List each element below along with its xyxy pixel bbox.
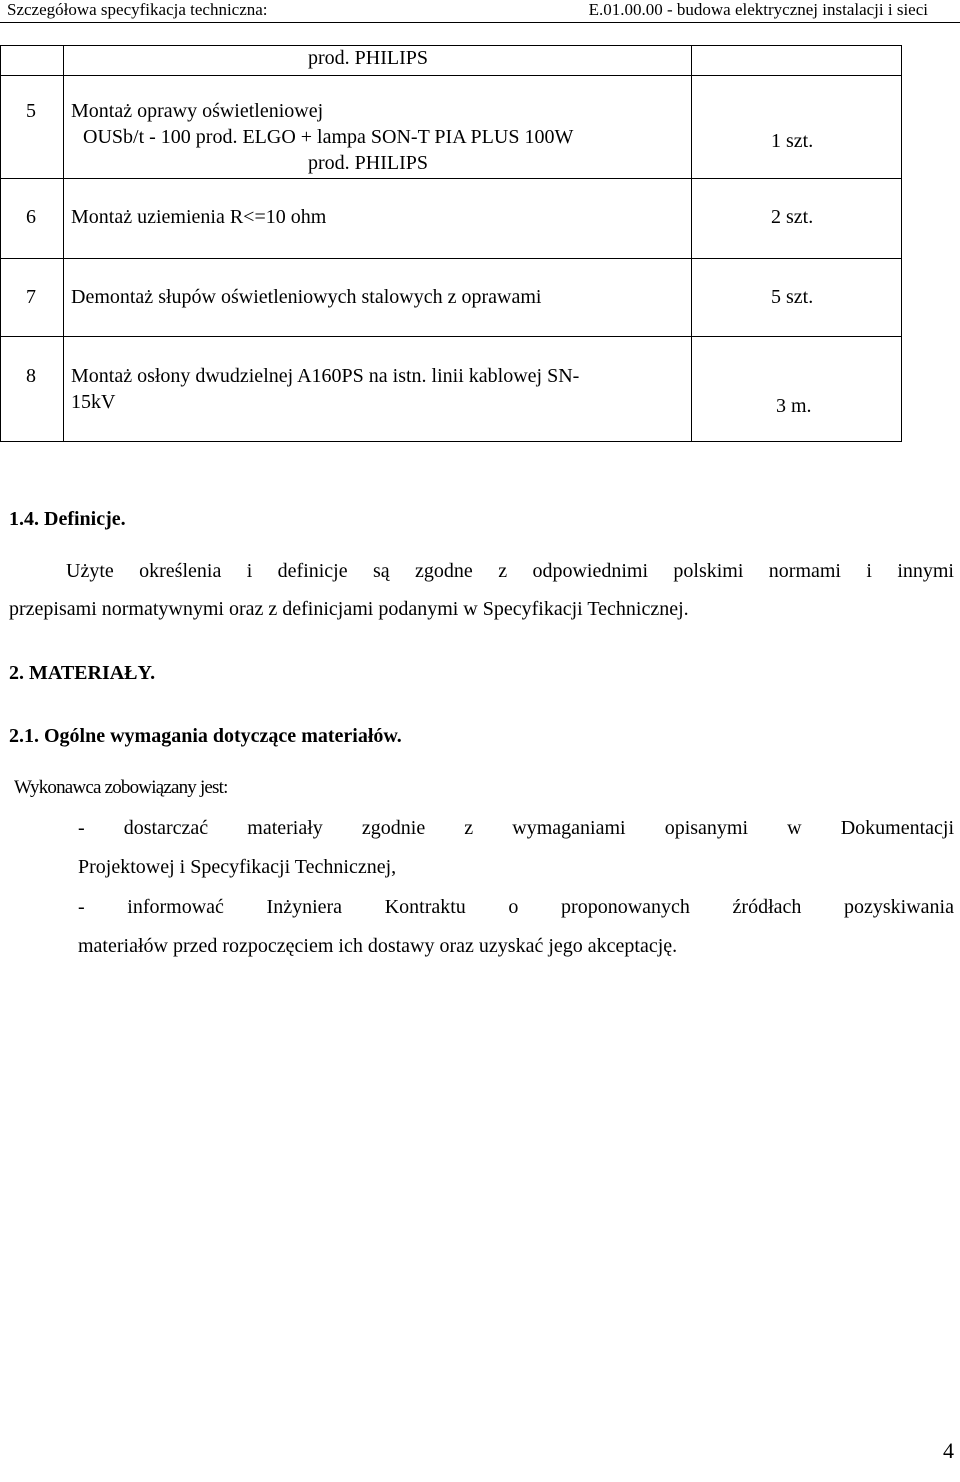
row-number: 6 <box>26 206 36 228</box>
list-item-line: - informować Inżyniera Kontraktu o proponowanych źródłach pozyskiwania <box>78 896 954 918</box>
row-description-line: Montaż osłony dwudzielnej A160PS na istn. linii kablowej SN- <box>71 365 580 387</box>
table-continuation: prod. PHILIPS <box>308 47 429 69</box>
paragraph-line: przepisami normatywnymi oraz z definicjami podanymi w Specyfikacji Technicznej. <box>9 598 689 620</box>
list-item-line: materiałów przed rozpoczęciem ich dostawy oraz uzyskać jego akceptację. <box>78 935 678 957</box>
row-quantity: 5 szt. <box>771 286 814 308</box>
row-quantity: 3 m. <box>776 395 812 417</box>
list-item-line: Projektowej i Specyfikacji Technicznej, <box>78 856 397 878</box>
spec-table <box>0 45 902 442</box>
row-description-line: Montaż uziemienia R<=10 ohm <box>71 206 327 228</box>
row-description-line: Montaż oprawy oświetleniowej <box>71 100 324 122</box>
section-heading: 1.4. Definicje. <box>9 508 126 530</box>
list-item-line: - dostarczać materiały zgodnie z wymaganiami opisanymi w Dokumentacji <box>78 817 954 839</box>
row-description-line: OUSb/t - 100 prod. ELGO + lampa SON-T PIA PLUS 100W <box>83 126 574 148</box>
intro-text: Wykonawca zobowiązany jest: <box>14 777 228 798</box>
row-description-line: Demontaż słupów oświetleniowych stalowych z oprawami <box>71 286 542 308</box>
header-title: Szczegółowa specyfikacja techniczna: <box>7 0 268 19</box>
header-code: E.01.00.00 - budowa elektrycznej instalacji i sieci <box>588 0 928 19</box>
section-heading: 2. MATERIAŁY. <box>9 662 156 684</box>
subsection-heading: 2.1. Ogólne wymagania dotyczące materiałów. <box>9 725 402 747</box>
row-number: 7 <box>26 286 36 308</box>
row-number: 8 <box>26 365 36 387</box>
row-quantity: 1 szt. <box>771 130 814 152</box>
page-number: 4 <box>943 1438 954 1463</box>
row-description-line: 15kV <box>71 391 116 413</box>
page-header <box>0 0 960 23</box>
row-description-line: prod. PHILIPS <box>308 152 429 174</box>
paragraph-line: Użyte określenia i definicje są zgodne z odpowiednimi polskimi normami i innymi <box>66 560 954 582</box>
row-quantity: 2 szt. <box>771 206 814 228</box>
row-number: 5 <box>26 100 36 122</box>
